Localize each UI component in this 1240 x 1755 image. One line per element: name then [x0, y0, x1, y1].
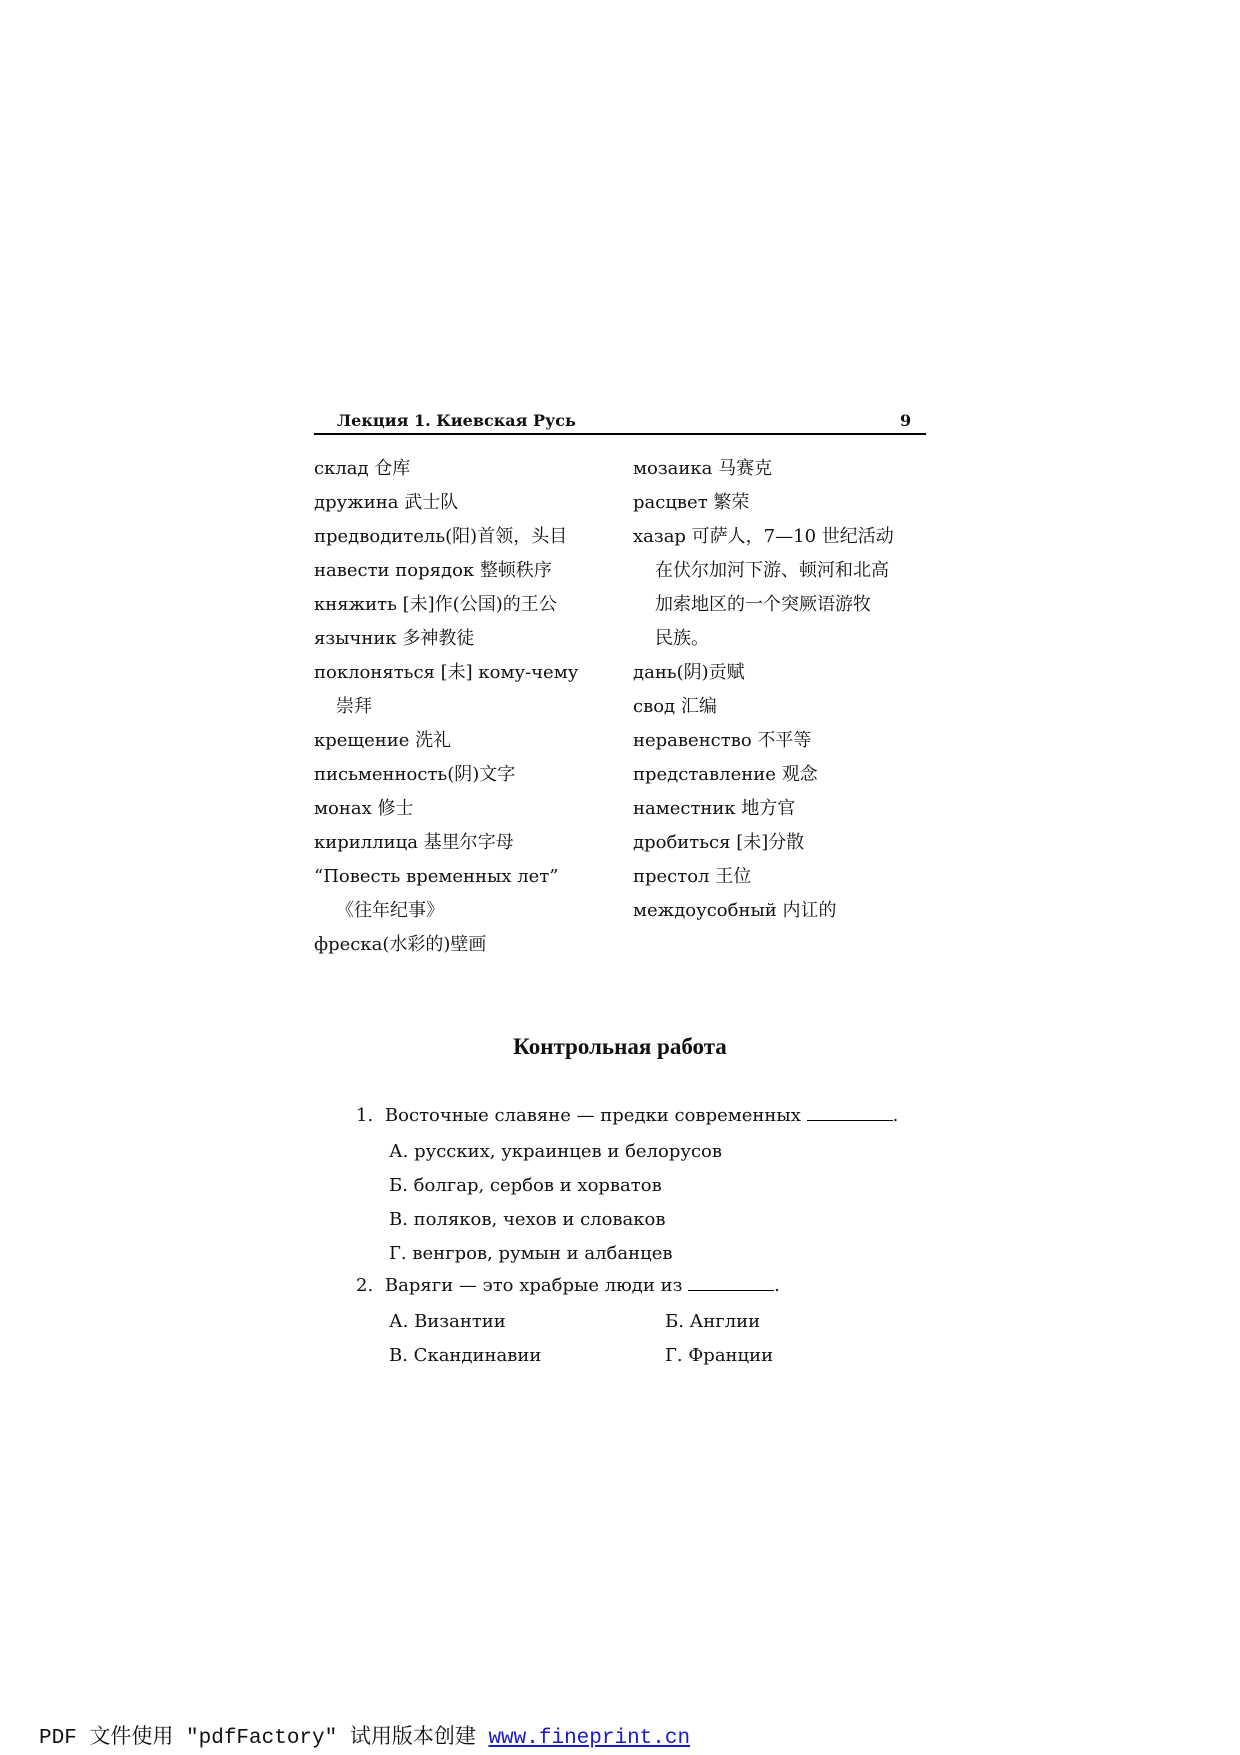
glossary-entry: представление 观念 — [633, 764, 818, 785]
glossary-entry: 《往年纪事》 — [336, 900, 444, 921]
glossary-entry: письменность(阴)文字 — [314, 764, 516, 785]
glossary-entry: фреска(水彩的)壁画 — [314, 934, 487, 955]
glossary-entry: 在伏尔加河下游、顿河和北高 — [655, 560, 889, 581]
glossary-entry: дань(阴)贡赋 — [633, 662, 745, 683]
glossary-entry: престол 王位 — [633, 866, 752, 887]
glossary-entry: склад 仓库 — [314, 458, 411, 479]
page-number: 9 — [900, 411, 912, 430]
glossary-entry: 加索地区的一个突厥语游牧 — [655, 594, 871, 615]
glossary-entry: свод 汇编 — [633, 696, 717, 717]
option-1b: Б. болгар, сербов и хорватов — [389, 1175, 662, 1196]
glossary-entry: неравенство 不平等 — [633, 730, 812, 751]
question-2 — [356, 1275, 780, 1297]
glossary-entry: княжить [未]作(公国)的王公 — [314, 594, 557, 615]
glossary-entry: наместник 地方官 — [633, 798, 796, 819]
glossary-entry: навести порядок 整顿秩序 — [314, 560, 552, 581]
running-header-title: Лекция 1. Киевская Русь — [337, 411, 576, 430]
question-number: 2. — [356, 1275, 374, 1296]
option-2a: А. Византии — [389, 1311, 506, 1332]
header-rule — [314, 433, 926, 435]
glossary-entry: 民族。 — [655, 628, 709, 649]
glossary-entry: кириллица 基里尔字母 — [314, 832, 514, 853]
question-1 — [356, 1105, 898, 1127]
footer-text: PDF 文件使用 "pdfFactory" 试用版本创建 — [39, 1727, 476, 1750]
question-end: . — [892, 1105, 899, 1126]
fineprint-link[interactable]: www.fineprint.cn — [488, 1727, 691, 1750]
glossary-entry: 崇拜 — [336, 696, 372, 717]
glossary-entry: язычник 多神教徒 — [314, 628, 475, 649]
glossary-entry: поклоняться [未] кому-чему — [314, 662, 579, 683]
option-1c: В. поляков, чехов и словаков — [389, 1209, 666, 1230]
quiz-title: Контрольная работа — [513, 1034, 727, 1059]
glossary-entry: предводитель(阳)首领，头目 — [314, 526, 568, 547]
question-number: 1. — [356, 1105, 374, 1126]
question-text: Восточные славяне — предки современных — [384, 1105, 801, 1126]
glossary-entry: междоусобный 内讧的 — [633, 900, 837, 921]
question-text: Варяги — это храбрые люди из — [384, 1275, 683, 1296]
glossary-entry: крещение 洗礼 — [314, 730, 452, 751]
question-end: . — [774, 1275, 780, 1296]
answer-blank — [807, 1106, 893, 1121]
glossary-entry: “Повесть временных лет” — [314, 866, 559, 887]
glossary-entry: мозаика 马赛克 — [633, 458, 773, 479]
option-2c: В. Скандинавии — [389, 1345, 542, 1366]
option-1a: А. русских, украинцев и белорусов — [389, 1141, 723, 1162]
answer-blank — [688, 1276, 774, 1291]
glossary-entry: дружина 武士队 — [314, 492, 459, 513]
option-1d: Г. венгров, румын и албанцев — [389, 1243, 673, 1264]
option-2b: Б. Англии — [665, 1311, 761, 1332]
option-2d: Г. Франции — [665, 1345, 774, 1366]
glossary-entry: хазар 可萨人，7—10 世纪活动 — [633, 526, 894, 547]
pdf-watermark-footer — [39, 1720, 690, 1750]
glossary-entry: монах 修士 — [314, 798, 414, 819]
glossary-entry: дробиться [未]分散 — [633, 832, 805, 853]
glossary-entry: расцвет 繁荣 — [633, 492, 750, 513]
